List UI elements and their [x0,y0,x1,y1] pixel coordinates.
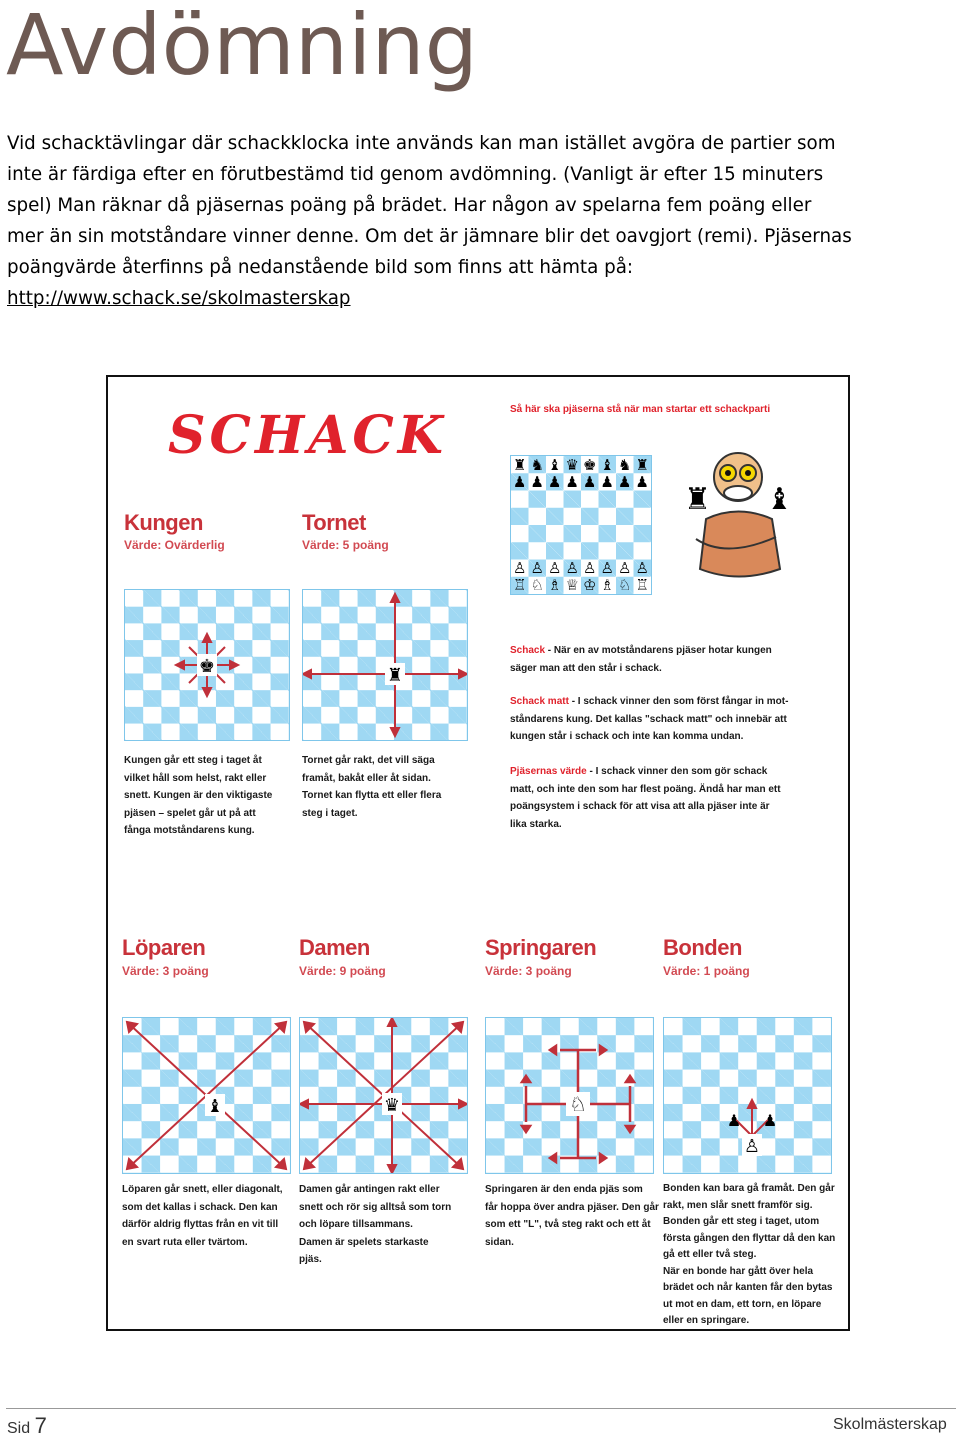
piece: ♙ [635,559,649,577]
arrows-bonden [664,1018,831,1173]
piece: ♗ [548,576,562,594]
rule-text: matt, och inte den som har flest poäng. Ändå har man ett [510,783,781,795]
piece: ♙ [583,559,597,577]
desc-line: brädet och når kanten får den bytas [663,1282,833,1293]
piece: ♟ [530,473,544,491]
desc-line: som ett "L", två steg rakt och ett åt [485,1219,651,1230]
piece: ♟ [635,473,649,491]
rule-text: - När en av motståndarens pjäser hotar kungen [545,645,772,656]
piece: ♘ [618,576,632,594]
piece-value-springaren: Värde: 3 poäng [485,964,572,978]
piece-name-damen: Damen [299,935,370,960]
rule-term: Pjäsernas värde [510,766,587,777]
piece: ♙ [530,559,544,577]
desc-line: Kungen går ett steg i taget åt [124,755,262,766]
piece: ♙ [548,559,562,577]
board-loparen [122,1017,291,1174]
desc-line: gå ett eller två steg. [663,1249,757,1260]
schack-link[interactable]: http://www.schack.se/skolmasterskap [7,288,351,309]
desc-line: första gången den flyttar då den kan [663,1232,836,1244]
desc-line: rakt, men slår snett framför sig. [663,1199,813,1211]
rule-schack-matt [510,693,788,746]
rule-pjasernas-varde [510,763,781,833]
svg-text:♚: ♚ [198,656,216,677]
rule-term: Schack [510,645,546,656]
rule-text: säger man att den står i schack. [510,662,662,674]
desc-line: När en bonde har gått över hela [663,1265,814,1277]
board-kungen [124,589,290,741]
desc-line: ut mot en dam, ett torn, en löpare [663,1298,822,1310]
piece: ♙ [618,559,632,577]
desc-line: pjäs. [299,1254,322,1265]
desc-line: eller en springare. [663,1315,750,1326]
desc-line: snett. Kungen är den viktigaste [124,790,273,801]
footer-label: Sid [7,1420,31,1437]
desc-line: pjäsen – spelet går ut på att [124,807,256,819]
piece: ♜ [635,456,649,474]
piece: ♟ [565,473,579,491]
piece: ♜ [513,456,527,474]
piece: ♙ [513,559,527,577]
piece: ♘ [530,576,544,594]
piece: ♙ [600,559,614,577]
piece: ♙ [565,559,579,577]
rule-text: - I schack vinner den som först fångar in mot- [568,696,789,707]
piece-name-kungen: Kungen [124,510,203,535]
page-number: 7 [34,1413,47,1438]
board-springaren [485,1017,654,1174]
piece: ♖ [635,576,649,594]
desc-line: Tornet kan flytta ett eller flera [302,790,442,801]
piece-value-loparen: Värde: 3 poäng [122,964,209,978]
desc-kungen [124,752,272,840]
black-pawn-rank [511,473,651,491]
desc-line: en svart ruta eller tvärtom. [122,1236,248,1248]
arrows-loparen [123,1018,290,1173]
desc-line: framåt, bakåt eller åt sidan. [302,772,431,784]
piece: ♟ [548,473,562,491]
intro-paragraph [7,128,953,314]
svg-text:♟: ♟ [762,1111,778,1130]
desc-line: fånga motståndarens kung. [124,825,255,836]
piece: ♝ [548,456,562,474]
desc-line: som det kallas i schack. Den kan [122,1201,278,1213]
intro-line: inte är färdiga efter en förutbestämd tid genom avdömning. (Vanligt är efter 15 minuters [7,164,824,185]
piece: ♚ [583,456,597,474]
desc-loparen [122,1181,283,1251]
svg-text:♝: ♝ [766,482,793,517]
poster-heading: SCHACK [168,405,447,466]
svg-text:♛: ♛ [383,1095,401,1116]
rule-text: - I schack vinner den som gör schack [586,766,768,777]
desc-line: steg i taget. [302,807,358,819]
intro-line: poängvärde återfinns på nedanstående bild som finns att hämta på: [7,257,634,278]
black-back-rank [511,456,651,474]
piece: ♗ [600,576,614,594]
intro-line: mer än sin motståndare vinner denne. Om det är jämnare blir det oavgjort (remi). Pjäsernas [7,226,852,247]
piece: ♟ [600,473,614,491]
piece: ♕ [565,576,579,594]
piece-name-springaren: Springaren [485,935,597,960]
board-damen [299,1017,468,1174]
rule-text: lika starka. [510,818,562,830]
desc-line: Tornet går rakt, det vill säga [302,755,435,766]
footer-brand: Skolmästerskap [833,1416,947,1433]
piece: ♟ [583,473,597,491]
desc-line: får hoppa över andra pjäser. Den går [485,1201,659,1213]
svg-text:♟: ♟ [726,1111,742,1130]
piece: ♔ [583,576,597,594]
svg-text:♘: ♘ [569,1092,587,1116]
piece-value-damen: Värde: 9 poäng [299,964,386,978]
rule-schack [510,642,772,677]
desc-line: sidan. [485,1236,514,1248]
desc-line: Springaren är den enda pjäs som [485,1184,643,1195]
desc-line: snett och rör sig alltså som torn [299,1201,452,1213]
svg-text:♜: ♜ [386,665,404,686]
desc-line: därför aldrig flyttas från en vit till [122,1219,279,1230]
piece-name-bonden: Bonden [663,935,742,960]
rule-text: poängsystem i schack för att visa att alla pjäser inte är [510,801,770,812]
desc-tornet [302,752,441,822]
start-position-board [510,455,652,595]
rule-text: ståndarens kung. Det kallas "schack matt" och innebär att [510,713,787,725]
cartoon-character-icon [676,449,796,589]
rule-term: Schack matt [510,696,569,707]
footer-page [7,1413,47,1439]
desc-bonden [663,1181,835,1330]
arrows-damen [300,1018,467,1173]
intro-line: Vid schacktävlingar där schackklocka inte används kan man istället avgöra de partier som [7,133,836,154]
piece: ♞ [618,456,632,474]
rule-text: kungen står i schack och inte kan komma undan. [510,731,744,742]
desc-line: Damen går antingen rakt eller [299,1184,440,1195]
chess-poster [106,375,850,1331]
piece-value-bonden: Värde: 1 poäng [663,964,750,978]
start-caption: Så här ska pjäserna stå när man startar ett schackparti [510,404,771,415]
desc-line: vilket håll som helst, rakt eller [124,772,267,784]
piece: ♟ [513,473,527,491]
piece: ♟ [618,473,632,491]
desc-line: Bonden kan bara gå framåt. Den går [663,1183,835,1194]
piece-name-tornet: Tornet [302,510,366,535]
piece: ♞ [530,456,544,474]
board-tornet [302,589,468,741]
board-bonden [663,1017,832,1174]
svg-text:♝: ♝ [206,1096,224,1117]
footer-divider [6,1408,956,1409]
piece-name-loparen: Löparen [122,935,206,960]
desc-springaren [485,1181,659,1251]
desc-line: Bonden går ett steg i taget, utom [663,1216,820,1227]
arrows-springaren [486,1018,653,1173]
piece: ♛ [565,456,579,474]
desc-line: och löpare tillsammans. [299,1219,413,1230]
arrows-tornet [303,590,467,740]
white-pawn-rank [511,559,651,577]
white-back-rank [511,576,651,594]
piece: ♝ [600,456,614,474]
piece-value-kungen: Värde: Ovärderlig [124,538,225,552]
piece-value-tornet: Värde: 5 poäng [302,538,389,552]
desc-line: Damen är spelets starkaste [299,1236,429,1248]
page-title: Avdömning [6,0,478,94]
desc-line: Löparen går snett, eller diagonalt, [122,1184,283,1195]
piece: ♖ [513,576,527,594]
svg-text:♙: ♙ [743,1136,761,1157]
intro-line: spel) Man räknar då pjäsernas poäng på brädet. Har någon av spelarna fem poäng eller [7,195,812,216]
arrows-kungen [125,590,289,740]
svg-text:♜: ♜ [684,482,711,517]
desc-damen [299,1181,451,1269]
